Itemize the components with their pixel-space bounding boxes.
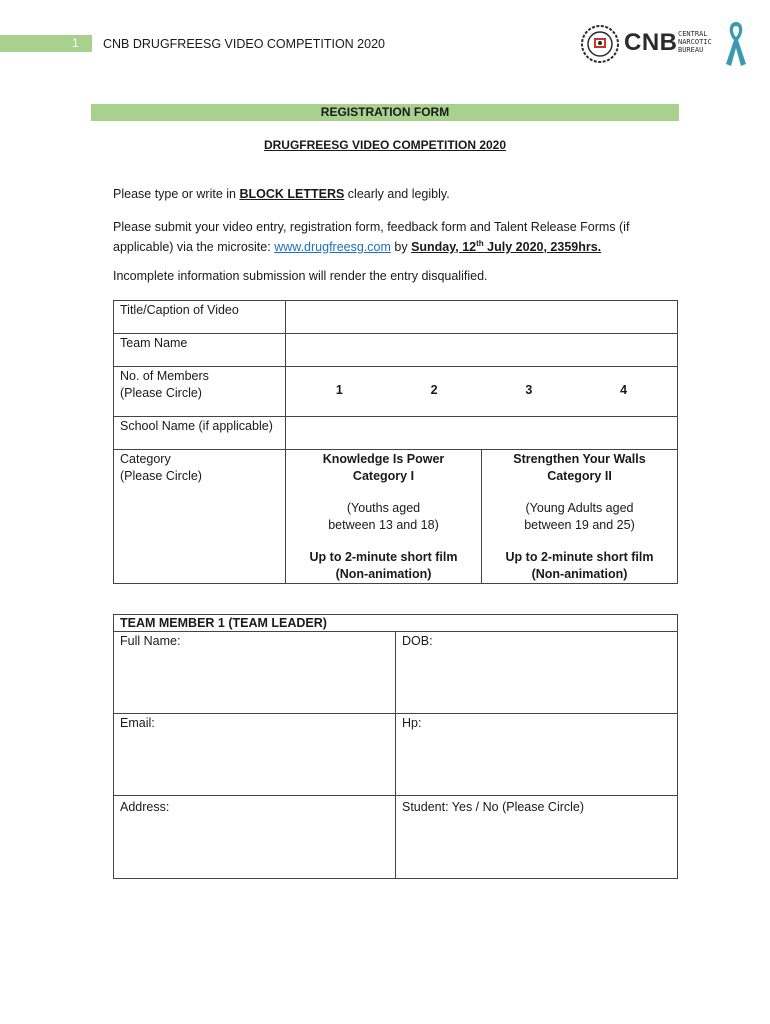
members-label: No. of Members (Please Circle) bbox=[114, 367, 286, 417]
hp-field[interactable] bbox=[396, 714, 678, 796]
member-option-3[interactable]: 3 bbox=[525, 383, 533, 397]
category-option-2[interactable]: Strengthen Your Walls Category II (Young Adults aged between 19 and 25) Up to 2-minute short film (Non-animation) bbox=[482, 450, 678, 584]
logo-text: CNB bbox=[624, 29, 678, 56]
microsite-link[interactable]: www.drugfreesg.com bbox=[274, 239, 391, 254]
instruction-submission: Please submit your video entry, registration form, feedback form and Talent Release Forms (if applicable) via the microsite: www.drugfreesg.com by Sunday, 12th July 2020, 2359hrs. bbox=[113, 220, 630, 254]
instruction-disqualification: Incomplete information submission will render the entry disqualified. bbox=[113, 269, 488, 283]
header-title: CNB DRUGFREESG VIDEO COMPETITION 2020 bbox=[103, 37, 385, 51]
team-member-table bbox=[113, 614, 678, 879]
title-caption-field[interactable] bbox=[286, 301, 678, 334]
instruction-block-letters: Please type or write in BLOCK LETTERS clearly and legibly. bbox=[113, 187, 450, 201]
school-name-field[interactable] bbox=[286, 417, 678, 450]
team-member-heading: TEAM MEMBER 1 (TEAM LEADER) bbox=[114, 615, 678, 632]
title-caption-label: Title/Caption of Video bbox=[114, 301, 286, 334]
entry-details-table bbox=[113, 300, 678, 584]
form-banner: REGISTRATION FORM bbox=[91, 104, 679, 121]
member-option-4[interactable]: 4 bbox=[620, 383, 628, 397]
student-field[interactable] bbox=[396, 796, 678, 879]
full-name-field[interactable] bbox=[114, 632, 396, 714]
awareness-ribbon-icon bbox=[720, 20, 752, 68]
category-option-1[interactable]: Knowledge Is Power Category I (Youths aged between 13 and 18) Up to 2-minute short film (Non-animation) bbox=[286, 450, 482, 584]
team-name-label: Team Name bbox=[114, 334, 286, 367]
team-name-field[interactable] bbox=[286, 334, 678, 367]
category-label: Category (Please Circle) bbox=[114, 450, 286, 584]
address-field[interactable] bbox=[114, 796, 396, 879]
email-label: Email: bbox=[120, 716, 155, 730]
members-options bbox=[286, 367, 678, 417]
dob-field[interactable] bbox=[396, 632, 678, 714]
hp-label: Hp: bbox=[402, 716, 422, 730]
cnb-logo bbox=[580, 20, 755, 70]
school-name-label: School Name (if applicable) bbox=[114, 417, 286, 450]
member-option-1[interactable]: 1 bbox=[335, 383, 343, 397]
page-number: 1 bbox=[72, 36, 79, 50]
dob-label: DOB: bbox=[402, 634, 433, 648]
full-name-label: Full Name: bbox=[120, 634, 181, 648]
student-label: Student: Yes / No (Please Circle) bbox=[402, 800, 585, 814]
email-field[interactable] bbox=[114, 714, 396, 796]
address-label: Address: bbox=[120, 800, 170, 814]
form-subtitle: DRUGFREESG VIDEO COMPETITION 2020 bbox=[263, 138, 507, 152]
logo-subtext: CENTRAL NARCOTIC BUREAU bbox=[678, 30, 712, 54]
member-option-2[interactable]: 2 bbox=[430, 383, 438, 397]
cnb-seal-icon bbox=[580, 24, 620, 64]
